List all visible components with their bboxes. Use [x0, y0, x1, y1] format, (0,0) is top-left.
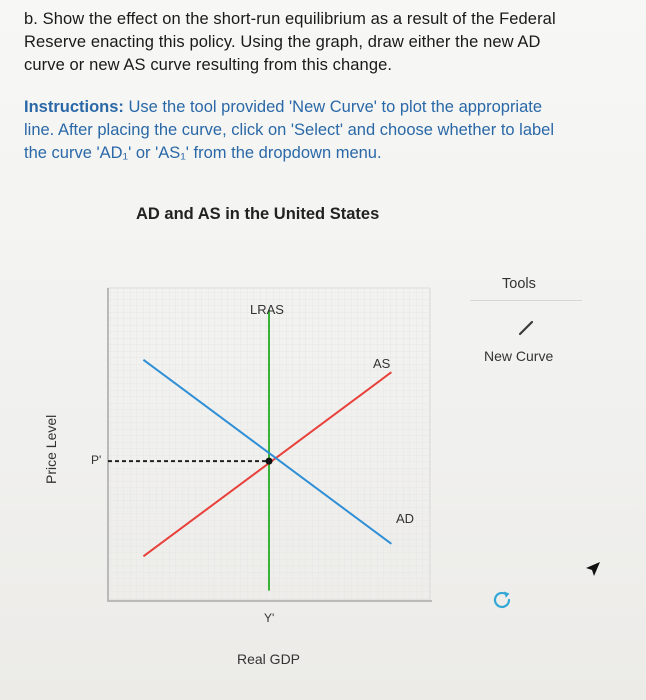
question-line-1: b. Show the effect on the short-run equilibrium as a result of the Federal: [24, 10, 556, 28]
lras-label: LRAS: [250, 302, 284, 317]
instructions-line-3: the curve 'AD₁' or 'AS₁' from the dropdown menu.: [24, 144, 382, 162]
line-tool-icon: [510, 312, 540, 342]
mouse-cursor-icon: [582, 558, 604, 580]
equilibrium-point[interactable]: [266, 458, 273, 465]
x-axis-title: Real GDP: [237, 651, 301, 667]
new-curve-label: New Curve: [484, 348, 554, 364]
tools-header: Tools: [502, 276, 536, 292]
as-label: AS: [373, 356, 391, 371]
instructions-lead: Instructions:: [24, 98, 124, 116]
instructions-line-2: line. After placing the curve, click on 'Select' and choose whether to label: [24, 121, 555, 139]
reset-icon[interactable]: [490, 588, 514, 612]
chart-title: AD and AS in the United States: [136, 205, 380, 223]
ad-label: AD: [396, 511, 415, 526]
question-line-3: curve or new AS curve resulting from this change.: [24, 56, 393, 74]
question-line-2: Reserve enacting this policy. Using the graph, draw either the new AD: [24, 33, 541, 51]
new-curve-tool-button[interactable]: [480, 312, 570, 370]
y-axis-title: Price Level: [43, 414, 59, 484]
tools-divider: [470, 300, 582, 301]
instructions-line-1-rest: Use the tool provided 'New Curve' to plot the appropriate: [123, 98, 543, 116]
y-label: Y': [264, 611, 275, 625]
p-label: P': [91, 453, 102, 467]
